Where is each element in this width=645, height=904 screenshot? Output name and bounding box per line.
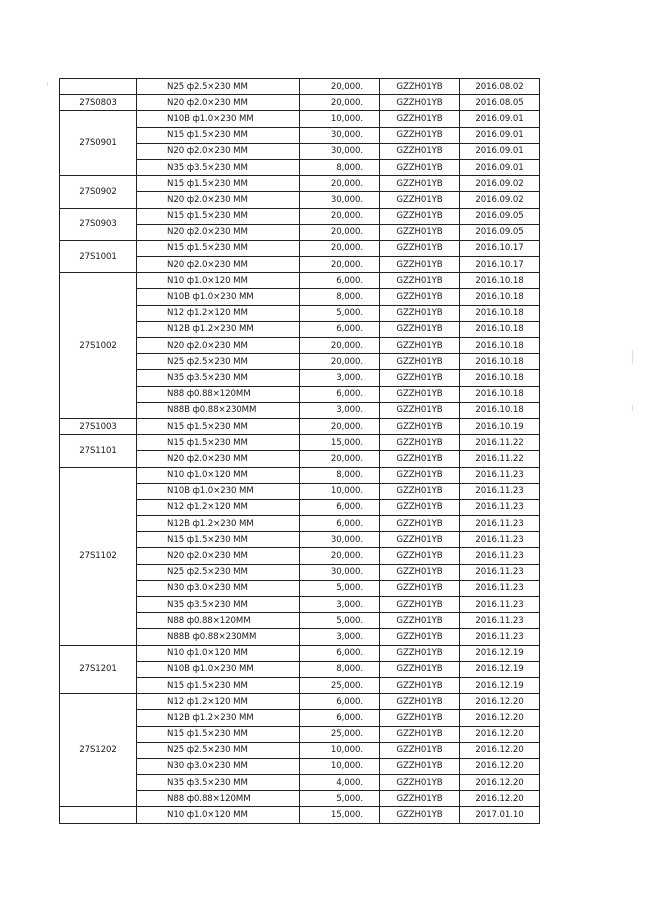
- spec-cell: N20 ф2.0×230 MM: [137, 95, 300, 111]
- date-cell: 2016.12.20: [460, 775, 540, 791]
- table-row: [60, 645, 540, 661]
- date-cell: 2016.10.17: [460, 240, 540, 256]
- table-row: [60, 176, 540, 192]
- date-cell: 2016.12.20: [460, 758, 540, 774]
- code-cell: GZZH01YB: [380, 548, 460, 564]
- code-cell: GZZH01YB: [380, 224, 460, 240]
- code-cell: GZZH01YB: [380, 95, 460, 111]
- date-cell: 2016.08.05: [460, 95, 540, 111]
- code-cell: GZZH01YB: [380, 305, 460, 321]
- code-cell: GZZH01YB: [380, 597, 460, 613]
- date-cell: 2016.10.18: [460, 289, 540, 305]
- code-cell: GZZH01YB: [380, 775, 460, 791]
- date-cell: 2016.11.23: [460, 613, 540, 629]
- code-cell: GZZH01YB: [380, 467, 460, 483]
- spec-cell: N15 ф1.5×230 MM: [137, 677, 300, 693]
- spec-cell: N10B ф1.0×230 MM: [137, 483, 300, 499]
- lot-number-cell: 27S0901: [60, 111, 137, 176]
- spec-cell: N20 ф2.0×230 MM: [137, 143, 300, 159]
- spec-cell: N12B ф1.2×230 MM: [137, 710, 300, 726]
- quantity-cell: 6,000.: [300, 499, 380, 515]
- spec-cell: N20 ф2.0×230 MM: [137, 451, 300, 467]
- spec-cell: N15 ф1.5×230 MM: [137, 240, 300, 256]
- quantity-cell: 20,000.: [300, 338, 380, 354]
- quantity-cell: 20,000.: [300, 240, 380, 256]
- spec-cell: N35 ф3.5×230 MM: [137, 775, 300, 791]
- quantity-cell: 30,000.: [300, 564, 380, 580]
- date-cell: 2016.09.01: [460, 127, 540, 143]
- lot-number-cell: [60, 79, 137, 95]
- spec-cell: N20 ф2.0×230 MM: [137, 338, 300, 354]
- quantity-cell: 8,000.: [300, 289, 380, 305]
- spec-cell: N10 ф1.0×120 MM: [137, 645, 300, 661]
- code-cell: GZZH01YB: [380, 402, 460, 418]
- code-cell: GZZH01YB: [380, 338, 460, 354]
- spec-cell: N88 ф0.88×120MM: [137, 791, 300, 807]
- spec-cell: N35 ф3.5×230 MM: [137, 159, 300, 175]
- code-cell: GZZH01YB: [380, 143, 460, 159]
- shipment-table: [59, 78, 540, 824]
- date-cell: 2016.11.23: [460, 629, 540, 645]
- quantity-cell: 10,000.: [300, 111, 380, 127]
- date-cell: 2016.10.17: [460, 257, 540, 273]
- lot-number-cell: 27S0902: [60, 176, 137, 208]
- table-row: [60, 435, 540, 451]
- quantity-cell: 3,000.: [300, 629, 380, 645]
- date-cell: 2016.12.20: [460, 726, 540, 742]
- code-cell: GZZH01YB: [380, 645, 460, 661]
- table-row: [60, 240, 540, 256]
- scan-margin-mark: [47, 83, 48, 86]
- spec-cell: N88 ф0.88×120MM: [137, 386, 300, 402]
- date-cell: 2016.11.22: [460, 435, 540, 451]
- spec-cell: N15 ф1.5×230 MM: [137, 208, 300, 224]
- quantity-cell: 20,000.: [300, 208, 380, 224]
- lot-number-cell: 27S1002: [60, 273, 137, 419]
- spec-cell: N10 ф1.0×120 MM: [137, 807, 300, 823]
- quantity-cell: 30,000.: [300, 127, 380, 143]
- spec-cell: N12 ф1.2×120 MM: [137, 305, 300, 321]
- date-cell: 2016.10.18: [460, 370, 540, 386]
- quantity-cell: 20,000.: [300, 224, 380, 240]
- code-cell: GZZH01YB: [380, 564, 460, 580]
- code-cell: GZZH01YB: [380, 111, 460, 127]
- code-cell: GZZH01YB: [380, 354, 460, 370]
- date-cell: 2016.12.20: [460, 791, 540, 807]
- spec-cell: N20 ф2.0×230 MM: [137, 257, 300, 273]
- date-cell: 2016.10.19: [460, 418, 540, 434]
- code-cell: GZZH01YB: [380, 451, 460, 467]
- shipment-table-body: [60, 79, 540, 824]
- quantity-cell: 10,000.: [300, 742, 380, 758]
- code-cell: GZZH01YB: [380, 127, 460, 143]
- date-cell: 2016.12.20: [460, 694, 540, 710]
- quantity-cell: 8,000.: [300, 661, 380, 677]
- quantity-cell: 30,000.: [300, 192, 380, 208]
- code-cell: GZZH01YB: [380, 791, 460, 807]
- quantity-cell: 15,000.: [300, 435, 380, 451]
- lot-number-cell: 27S1201: [60, 645, 137, 694]
- quantity-cell: 20,000.: [300, 418, 380, 434]
- spec-cell: N25 ф2.5×230 MM: [137, 79, 300, 95]
- quantity-cell: 25,000.: [300, 726, 380, 742]
- code-cell: GZZH01YB: [380, 580, 460, 596]
- code-cell: GZZH01YB: [380, 742, 460, 758]
- spec-cell: N12 ф1.2×120 MM: [137, 499, 300, 515]
- spec-cell: N88B ф0.88×230MM: [137, 402, 300, 418]
- quantity-cell: 8,000.: [300, 159, 380, 175]
- table-row: [60, 694, 540, 710]
- code-cell: GZZH01YB: [380, 208, 460, 224]
- quantity-cell: 8,000.: [300, 467, 380, 483]
- code-cell: GZZH01YB: [380, 499, 460, 515]
- spec-cell: N10 ф1.0×120 MM: [137, 467, 300, 483]
- table-row: [60, 95, 540, 111]
- quantity-cell: 3,000.: [300, 597, 380, 613]
- quantity-cell: 20,000.: [300, 257, 380, 273]
- spec-cell: N20 ф2.0×230 MM: [137, 192, 300, 208]
- date-cell: 2016.10.18: [460, 354, 540, 370]
- code-cell: GZZH01YB: [380, 613, 460, 629]
- lot-number-cell: 27S1101: [60, 435, 137, 467]
- quantity-cell: 6,000.: [300, 273, 380, 289]
- date-cell: 2016.11.23: [460, 467, 540, 483]
- spec-cell: N15 ф1.5×230 MM: [137, 176, 300, 192]
- quantity-cell: 3,000.: [300, 402, 380, 418]
- quantity-cell: 5,000.: [300, 613, 380, 629]
- spec-cell: N25 ф2.5×230 MM: [137, 564, 300, 580]
- date-cell: 2016.08.02: [460, 79, 540, 95]
- quantity-cell: 5,000.: [300, 791, 380, 807]
- date-cell: 2016.11.22: [460, 451, 540, 467]
- code-cell: GZZH01YB: [380, 677, 460, 693]
- lot-number-cell: 27S1003: [60, 418, 137, 434]
- code-cell: GZZH01YB: [380, 273, 460, 289]
- code-cell: GZZH01YB: [380, 661, 460, 677]
- date-cell: 2016.09.02: [460, 192, 540, 208]
- code-cell: GZZH01YB: [380, 240, 460, 256]
- code-cell: GZZH01YB: [380, 435, 460, 451]
- lot-number-cell: 27S1001: [60, 240, 137, 272]
- lot-number-cell: [60, 807, 137, 823]
- code-cell: GZZH01YB: [380, 532, 460, 548]
- lot-number-cell: 27S1202: [60, 694, 137, 807]
- spec-cell: N25 ф2.5×230 MM: [137, 354, 300, 370]
- date-cell: 2016.11.23: [460, 597, 540, 613]
- spec-cell: N15 ф1.5×230 MM: [137, 435, 300, 451]
- scan-margin-mark: [632, 405, 633, 411]
- spec-cell: N12B ф1.2×230 MM: [137, 321, 300, 337]
- spec-cell: N20 ф2.0×230 MM: [137, 548, 300, 564]
- quantity-cell: 20,000.: [300, 79, 380, 95]
- spec-cell: N10B ф1.0×230 MM: [137, 289, 300, 305]
- quantity-cell: 5,000.: [300, 305, 380, 321]
- date-cell: 2016.12.19: [460, 677, 540, 693]
- code-cell: GZZH01YB: [380, 370, 460, 386]
- quantity-cell: 4,000.: [300, 775, 380, 791]
- quantity-cell: 6,000.: [300, 710, 380, 726]
- date-cell: 2016.10.18: [460, 338, 540, 354]
- lot-number-cell: 27S1102: [60, 467, 137, 645]
- spec-cell: N10B ф1.0×230 MM: [137, 111, 300, 127]
- quantity-cell: 5,000.: [300, 580, 380, 596]
- date-cell: 2016.12.19: [460, 661, 540, 677]
- quantity-cell: 20,000.: [300, 176, 380, 192]
- quantity-cell: 6,000.: [300, 386, 380, 402]
- quantity-cell: 6,000.: [300, 516, 380, 532]
- quantity-cell: 3,000.: [300, 370, 380, 386]
- quantity-cell: 20,000.: [300, 451, 380, 467]
- quantity-cell: 10,000.: [300, 758, 380, 774]
- spec-cell: N10B ф1.0×230 MM: [137, 661, 300, 677]
- spec-cell: N20 ф2.0×230 MM: [137, 224, 300, 240]
- spec-cell: N30 ф3.0×230 MM: [137, 580, 300, 596]
- table-row: [60, 418, 540, 434]
- date-cell: 2016.09.01: [460, 159, 540, 175]
- code-cell: GZZH01YB: [380, 79, 460, 95]
- quantity-cell: 30,000.: [300, 143, 380, 159]
- code-cell: GZZH01YB: [380, 758, 460, 774]
- date-cell: 2016.11.23: [460, 516, 540, 532]
- date-cell: 2016.11.23: [460, 499, 540, 515]
- spec-cell: N12 ф1.2×120 MM: [137, 694, 300, 710]
- spec-cell: N15 ф1.5×230 MM: [137, 418, 300, 434]
- date-cell: 2016.12.20: [460, 710, 540, 726]
- date-cell: 2016.11.23: [460, 548, 540, 564]
- code-cell: GZZH01YB: [380, 807, 460, 823]
- date-cell: 2016.11.23: [460, 580, 540, 596]
- quantity-cell: 20,000.: [300, 95, 380, 111]
- date-cell: 2016.11.23: [460, 532, 540, 548]
- date-cell: 2016.09.01: [460, 111, 540, 127]
- quantity-cell: 10,000.: [300, 483, 380, 499]
- date-cell: 2016.10.18: [460, 273, 540, 289]
- quantity-cell: 15,000.: [300, 807, 380, 823]
- code-cell: GZZH01YB: [380, 516, 460, 532]
- scan-margin-mark: [632, 350, 633, 364]
- date-cell: 2016.11.23: [460, 483, 540, 499]
- quantity-cell: 30,000.: [300, 532, 380, 548]
- code-cell: GZZH01YB: [380, 192, 460, 208]
- quantity-cell: 20,000.: [300, 548, 380, 564]
- spec-cell: N88B ф0.88×230MM: [137, 629, 300, 645]
- date-cell: 2016.12.20: [460, 742, 540, 758]
- spec-cell: N15 ф1.5×230 MM: [137, 726, 300, 742]
- table-row: [60, 467, 540, 483]
- lot-number-cell: 27S0803: [60, 95, 137, 111]
- quantity-cell: 6,000.: [300, 694, 380, 710]
- date-cell: 2016.12.19: [460, 645, 540, 661]
- code-cell: GZZH01YB: [380, 176, 460, 192]
- spec-cell: N12B ф1.2×230 MM: [137, 516, 300, 532]
- date-cell: 2016.09.02: [460, 176, 540, 192]
- code-cell: GZZH01YB: [380, 257, 460, 273]
- spec-cell: N35 ф3.5×230 MM: [137, 370, 300, 386]
- code-cell: GZZH01YB: [380, 159, 460, 175]
- code-cell: GZZH01YB: [380, 710, 460, 726]
- spec-cell: N15 ф1.5×230 MM: [137, 127, 300, 143]
- quantity-cell: 6,000.: [300, 321, 380, 337]
- date-cell: 2016.10.18: [460, 305, 540, 321]
- date-cell: 2016.09.05: [460, 208, 540, 224]
- table-row: [60, 79, 540, 95]
- table-row: [60, 807, 540, 823]
- spec-cell: N15 ф1.5×230 MM: [137, 532, 300, 548]
- quantity-cell: 6,000.: [300, 645, 380, 661]
- code-cell: GZZH01YB: [380, 289, 460, 305]
- table-row: [60, 273, 540, 289]
- lot-number-cell: 27S0903: [60, 208, 137, 240]
- date-cell: 2016.09.05: [460, 224, 540, 240]
- date-cell: 2016.10.18: [460, 386, 540, 402]
- table-row: [60, 111, 540, 127]
- quantity-cell: 25,000.: [300, 677, 380, 693]
- spec-cell: N10 ф1.0×120 MM: [137, 273, 300, 289]
- quantity-cell: 20,000.: [300, 354, 380, 370]
- spec-cell: N25 ф2.5×230 MM: [137, 742, 300, 758]
- code-cell: GZZH01YB: [380, 321, 460, 337]
- code-cell: GZZH01YB: [380, 386, 460, 402]
- date-cell: 2016.10.18: [460, 321, 540, 337]
- table-row: [60, 208, 540, 224]
- code-cell: GZZH01YB: [380, 483, 460, 499]
- date-cell: 2016.11.23: [460, 564, 540, 580]
- date-cell: 2017.01.10: [460, 807, 540, 823]
- code-cell: GZZH01YB: [380, 418, 460, 434]
- spec-cell: N30 ф3.0×230 MM: [137, 758, 300, 774]
- spec-cell: N35 ф3.5×230 MM: [137, 597, 300, 613]
- code-cell: GZZH01YB: [380, 629, 460, 645]
- date-cell: 2016.09.01: [460, 143, 540, 159]
- code-cell: GZZH01YB: [380, 726, 460, 742]
- date-cell: 2016.10.18: [460, 402, 540, 418]
- spec-cell: N88 ф0.88×120MM: [137, 613, 300, 629]
- code-cell: GZZH01YB: [380, 694, 460, 710]
